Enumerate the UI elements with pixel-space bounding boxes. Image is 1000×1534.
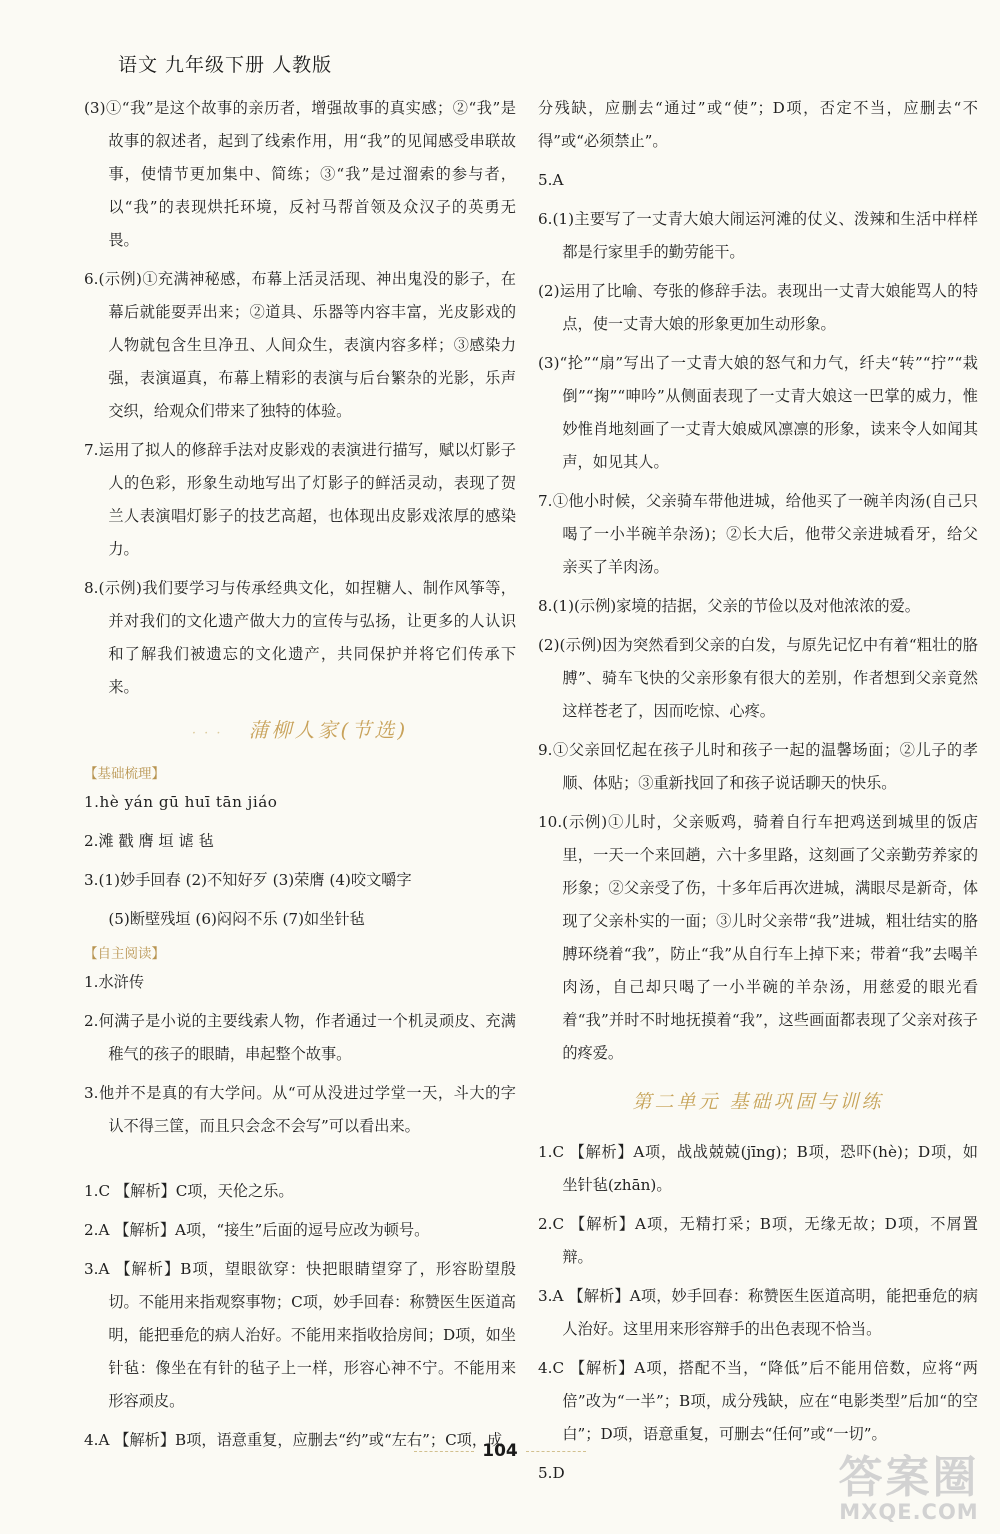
answer-item: 1.C 【解析】C项，天伦之乐。 xyxy=(84,1182,294,1200)
section-label-reading: 【自主阅读】 xyxy=(84,946,165,962)
answer-item: (2)运用了比喻、夸张的修辞手法。表现出一丈青大娘能骂人的特点，使一丈青大娘的形象更加生动形象。 xyxy=(538,282,978,333)
answer-item: 5.D xyxy=(538,1464,565,1482)
page-number-rule-left xyxy=(414,1451,474,1452)
page-number-text: 104 xyxy=(482,1441,518,1461)
answer-item: 6.(示例)①充满神秘感，布幕上活灵活现、神出鬼没的影子，在幕后就能耍弄出来；②道具、乐器等内容丰富，光皮影戏的人物就包含生旦净丑、人间众生，表演内容多样；③感染力强，表演逼真，布幕上精彩的表演与后台繁杂的光影，乐声交织，给观众们带来了独特的体验。 xyxy=(84,270,516,420)
answer-item: (2)(示例)因为突然看到父亲的白发，与原先记忆中有着“粗壮的胳膊”、骑车飞快的父亲形象有很大的差别，作者想到父亲竟然这样苍老了，因而吃惊、心疼。 xyxy=(538,636,978,720)
answer-item: 4.C 【解析】A项，搭配不当，“降低”后不能用倍数，应将“两倍”改为“一半”；B项，成分残缺，应在“电影类型”后加“的空白”；D项，语意重复，可删去“任何”或“一切”。 xyxy=(538,1359,978,1443)
watermark-logo xyxy=(834,1452,984,1524)
answer-item: 5.A xyxy=(538,171,564,189)
answer-item: 3.A 【解析】B项，望眼欲穿：快把眼睛望穿了，形容盼望殷切。不能用来指观察事物；C项，妙手回春：称赞医生医道高明，能把垂危的病人治好。不能用来指收拾房间；D项，如坐针毡：像坐在有针的毡子上一样，形容心神不宁。不能用来形容顽皮。 xyxy=(84,1260,516,1410)
answer-item: 分残缺，应删去“通过”或“使”；D项，否定不当，应删去“不得”或“必须禁止”。 xyxy=(538,99,978,150)
right-column xyxy=(538,92,978,1496)
answer-item: 8.(1)(示例)家境的拮据，父亲的节俭以及对他浓浓的爱。 xyxy=(538,597,920,615)
answer-item: 2.滩 戳 膺 垣 谑 毡 xyxy=(84,832,214,850)
answer-item: 3.A 【解析】A项，妙手回春：称赞医生医道高明，能把垂危的病人治好。这里用来形容辩手的出色表现不恰当。 xyxy=(538,1287,978,1338)
answer-item: 1.水浒传 xyxy=(84,973,145,991)
unit-title: 第二单元 基础巩固与训练 xyxy=(632,1091,884,1113)
answer-item: 1.hè yán gū huī tān jiáo xyxy=(84,793,278,811)
answer-item: (3)①“我”是这个故事的亲历者，增强故事的真实感；②“我”是故事的叙述者，起到了线索作用，用“我”的见闻感受串联故事，使情节更加集中、简练；③“我”是过溜索的参与者，以“我”的表现烘托环境，反衬马帮首领及众汉子的英勇无畏。 xyxy=(84,99,516,249)
lesson-title-text: 蒲柳人家(节选) xyxy=(248,718,409,742)
lesson-title xyxy=(84,710,516,750)
answer-item: 9.①父亲回忆起在孩子儿时和孩子一起的温馨场面；②儿子的孝顺、体贴；③重新找回了和孩子说话聊天的快乐。 xyxy=(538,741,978,792)
answer-item: (3)“抡”“扇”写出了一丈青大娘的怒气和力气，纤夫“转”“拧”“栽倒”“掬”“呻吟”从侧面表现了一丈青大娘这一巴掌的威力，惟妙惟肖地刻画了一丈青大娘威风凛凛的形象，读来令人如闻其声，如见其人。 xyxy=(538,354,978,471)
answer-item: 4.A 【解析】B项，语意重复，应删去“约”或“左右”；C项，成 xyxy=(84,1431,503,1449)
answer-item: 3.(1)妙手回春 (2)不知好歹 (3)荣膺 (4)咬文嚼字 xyxy=(84,871,412,889)
watermark-url: MXQE.COM xyxy=(839,1500,979,1524)
left-column xyxy=(84,92,516,1463)
answer-item: 2.A 【解析】A项，“接生”后面的逗号应改为顿号。 xyxy=(84,1221,430,1239)
title-ornament: · · · xyxy=(191,726,223,741)
answer-item: 1.C 【解析】A项，战战兢兢(jīng)；B项，恐吓(hè)；D项，如坐针毡(zhān)。 xyxy=(538,1143,978,1194)
answer-item: 6.(1)主要写了一丈青大娘大闹运河滩的仗义、泼辣和生活中样样都是行家里手的勤劳能干。 xyxy=(538,210,978,261)
watermark-mark: 答案圈 xyxy=(838,1452,980,1503)
answer-item: 2.何满子是小说的主要线索人物，作者通过一个机灵顽皮、充满稚气的孩子的眼睛，串起整个故事。 xyxy=(84,1012,516,1063)
answer-item: (5)断壁残垣 (6)闷闷不乐 (7)如坐针毡 xyxy=(108,910,365,928)
practice-divider xyxy=(84,1149,516,1175)
section-label-basic: 【基础梳理】 xyxy=(84,766,165,782)
answer-item: 7.①他小时候，父亲骑车带他进城，给他买了一碗羊肉汤(自己只喝了一小半碗羊杂汤)；②长大后，他带父亲进城看牙，给父亲买了羊肉汤。 xyxy=(538,492,978,576)
answer-item: 3.他并不是真的有大学问。从“可从没进过学堂一天，斗大的字认不得三筐，而且只会念不会写”可以看出来。 xyxy=(84,1084,516,1135)
answer-item: 7.运用了拟人的修辞手法对皮影戏的表演进行描写，赋以灯影子人的色彩，形象生动地写出了灯影子的鲜活灵动，表现了贺兰人表演唱灯影子的技艺高超，也体现出皮影戏浓厚的感染力。 xyxy=(84,441,516,558)
answer-item: 2.C 【解析】A项，无精打采；B项，无缘无故；D项，不屑置辩。 xyxy=(538,1215,978,1266)
answer-item: 8.(示例)我们要学习与传承经典文化，如捏糖人、制作风筝等，并对我们的文化遗产做大力的宣传与弘扬，让更多的人认识和了解我们被遗忘的文化遗产，共同保护并将它们传承下来。 xyxy=(84,579,516,696)
answer-item: 10.(示例)①儿时，父亲贩鸡，骑着自行车把鸡送到城里的饭店里，一天一个来回趟，六十多里路，这刻画了父亲勤劳养家的形象；②父亲受了伤，十多年后再次进城，满眼尽是新奇，体现了父亲朴实的一面；③儿时父亲带“我”进城，粗壮结实的胳膊环绕着“我”，防止“我”从自行车上掉下来；带着“我”去喝羊肉汤，自己却只喝了一小半碗的羊杂汤，用慈爱的眼光看着“我”并时不时地抚摸着“我”，这些画面都表现了父亲对孩子的疼爱。 xyxy=(538,813,978,1062)
page-number-rule-right xyxy=(526,1451,586,1452)
book-header: 语文 九年级下册 人教版 xyxy=(118,54,333,76)
